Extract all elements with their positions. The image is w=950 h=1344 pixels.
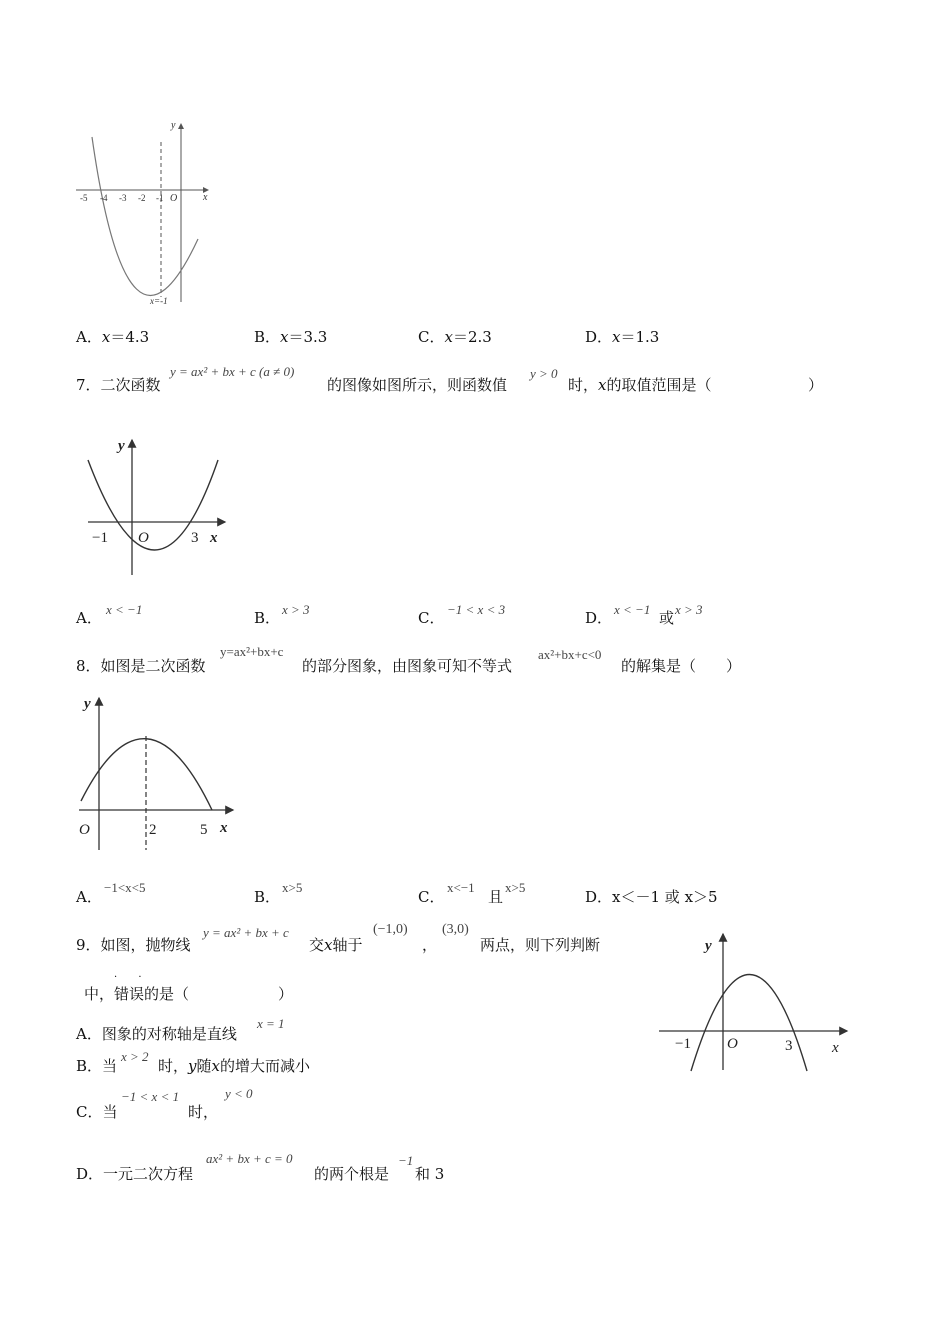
q7-option-d-expr: x < −1: [614, 602, 651, 617]
q9-parabola: [691, 975, 807, 1072]
q9-y-label: y: [705, 938, 712, 954]
q7-option-a: A．: [76, 609, 102, 627]
q8-stem-mid: 的部分图象，由图象可知不等式: [302, 657, 513, 675]
q9-stem-mid: 交x轴于: [309, 936, 363, 954]
q8-option-c-expr2: x>5: [505, 880, 526, 895]
q9-stem-tail: 两点，则下列判断: [480, 936, 601, 954]
q6-tick-label: -4: [100, 193, 108, 203]
q6-x-label: x: [203, 192, 208, 203]
q8-option-b-expr: x>5: [282, 880, 303, 895]
q7-option-d-expr2: x > 3: [675, 602, 703, 617]
q9-option-c: C．当: [76, 1103, 118, 1121]
q8-stem: 8．如图是二次函数: [76, 657, 206, 675]
q8-parabola: [81, 739, 212, 810]
q7-right-root: 3: [191, 530, 199, 546]
q9-option-d-mid: 的两个根是: [314, 1165, 390, 1183]
q6-tick-label: -3: [119, 193, 127, 203]
q9-emphasis: 错误 · ·: [114, 972, 151, 1003]
q7-condition: y > 0: [530, 366, 558, 381]
q9-option-c-mid: 时，: [188, 1103, 219, 1121]
q8-option-c-conj: 且: [488, 888, 504, 906]
q6-option-c: C．x＝2.3: [418, 328, 492, 346]
q7-option-c: C．: [418, 609, 445, 627]
q9-option-d-root: −1: [398, 1153, 414, 1168]
q9-close-paren: ）: [278, 985, 294, 1003]
q7-option-c-expr: −1 < x < 3: [447, 602, 506, 617]
q9-origin: O: [727, 1036, 738, 1052]
q7-stem: 7．二次函数: [76, 376, 161, 394]
q6-option-d: D．x＝1.3: [585, 328, 660, 346]
q7-x-label: x: [210, 530, 218, 546]
q8-option-b: B．: [254, 888, 281, 906]
q8-option-a-expr: −1<x<5: [104, 880, 146, 895]
q8-option-d: D．x＜－1 或 x＞5: [585, 888, 718, 906]
q9-option-b: B．当: [76, 1057, 118, 1075]
q7-formula: y = ax² + bx + c (a ≠ 0): [170, 364, 295, 379]
q7-close-paren: ）: [808, 376, 824, 394]
q9-stem: 9．如图，抛物线: [76, 936, 191, 954]
q6-origin: O: [170, 193, 178, 204]
q9-option-c-expr2: y < 0: [225, 1086, 253, 1101]
q7-stem-tail: 时，x的取值范围是（: [568, 376, 712, 394]
q8-formula: y=ax²+bx+c: [220, 644, 284, 659]
q6-graph: [70, 112, 230, 312]
q6-y-label: y: [171, 120, 176, 131]
q6-tick-label: -5: [80, 193, 88, 203]
q6-tick-label: -2: [138, 193, 146, 203]
q8-inequality: ax²+bx+c<0: [538, 647, 602, 662]
q7-option-d: D．: [585, 609, 613, 627]
q6-tick-label: -1: [156, 193, 164, 203]
q7-graph: [80, 430, 240, 580]
q9-stem-line2: 中，错误 · · 的是（: [84, 972, 190, 1003]
q9-formula: y = ax² + bx + c: [203, 925, 289, 940]
q6-option-a: A．x＝4.3: [76, 328, 150, 346]
q9-option-b-expr: x > 2: [121, 1049, 149, 1064]
q8-x-label: x: [220, 820, 228, 836]
q9-point-2: (3,0): [442, 922, 469, 937]
q7-origin: O: [138, 530, 149, 546]
q8-graph: [75, 692, 240, 857]
q9-left-root: −1: [675, 1036, 691, 1052]
q7-option-b-expr: x > 3: [282, 602, 310, 617]
emphasis-dots: · ·: [114, 972, 151, 983]
q6-axis-line-label: x=-1: [150, 296, 168, 306]
q8-option-c: C．: [418, 888, 445, 906]
q9-option-b-tail: 时，y随x的增大而减小: [158, 1057, 310, 1075]
q7-stem-mid: 的图像如图所示，则函数值: [327, 376, 508, 394]
q8-root: 5: [200, 822, 208, 838]
q9-option-a-expr: x = 1: [257, 1016, 285, 1031]
q9-option-d-and: 和 3: [415, 1165, 445, 1183]
q9-right-root: 3: [785, 1038, 793, 1054]
q8-stem-tail: 的解集是（ ）: [621, 657, 742, 675]
q7-option-a-expr: x < −1: [106, 602, 143, 617]
q8-y-label: y: [84, 696, 91, 712]
q7-option-d-conj: 或: [659, 609, 675, 627]
q9-point-1: (−1,0): [373, 922, 408, 937]
q8-axis-tick: 2: [149, 822, 157, 838]
q9-option-d-expr: ax² + bx + c = 0: [206, 1151, 293, 1166]
q7-left-root: −1: [92, 530, 108, 546]
q8-option-a: A．: [76, 888, 102, 906]
q7-y-label: y: [118, 438, 125, 454]
q6-parabola: [92, 137, 198, 295]
q9-graph: [655, 930, 855, 1075]
q9-option-c-expr: −1 < x < 1: [121, 1089, 180, 1104]
q8-origin: O: [79, 822, 90, 838]
q7-option-b: B．: [254, 609, 281, 627]
q9-option-d: D．一元二次方程: [76, 1165, 194, 1183]
q9-x-label: x: [832, 1040, 839, 1056]
q9-comma: ，: [422, 936, 438, 954]
q9-option-a: A．图象的对称轴是直线: [76, 1025, 237, 1043]
q6-option-b: B．x＝3.3: [254, 328, 328, 346]
q8-option-c-expr: x<−1: [447, 880, 475, 895]
